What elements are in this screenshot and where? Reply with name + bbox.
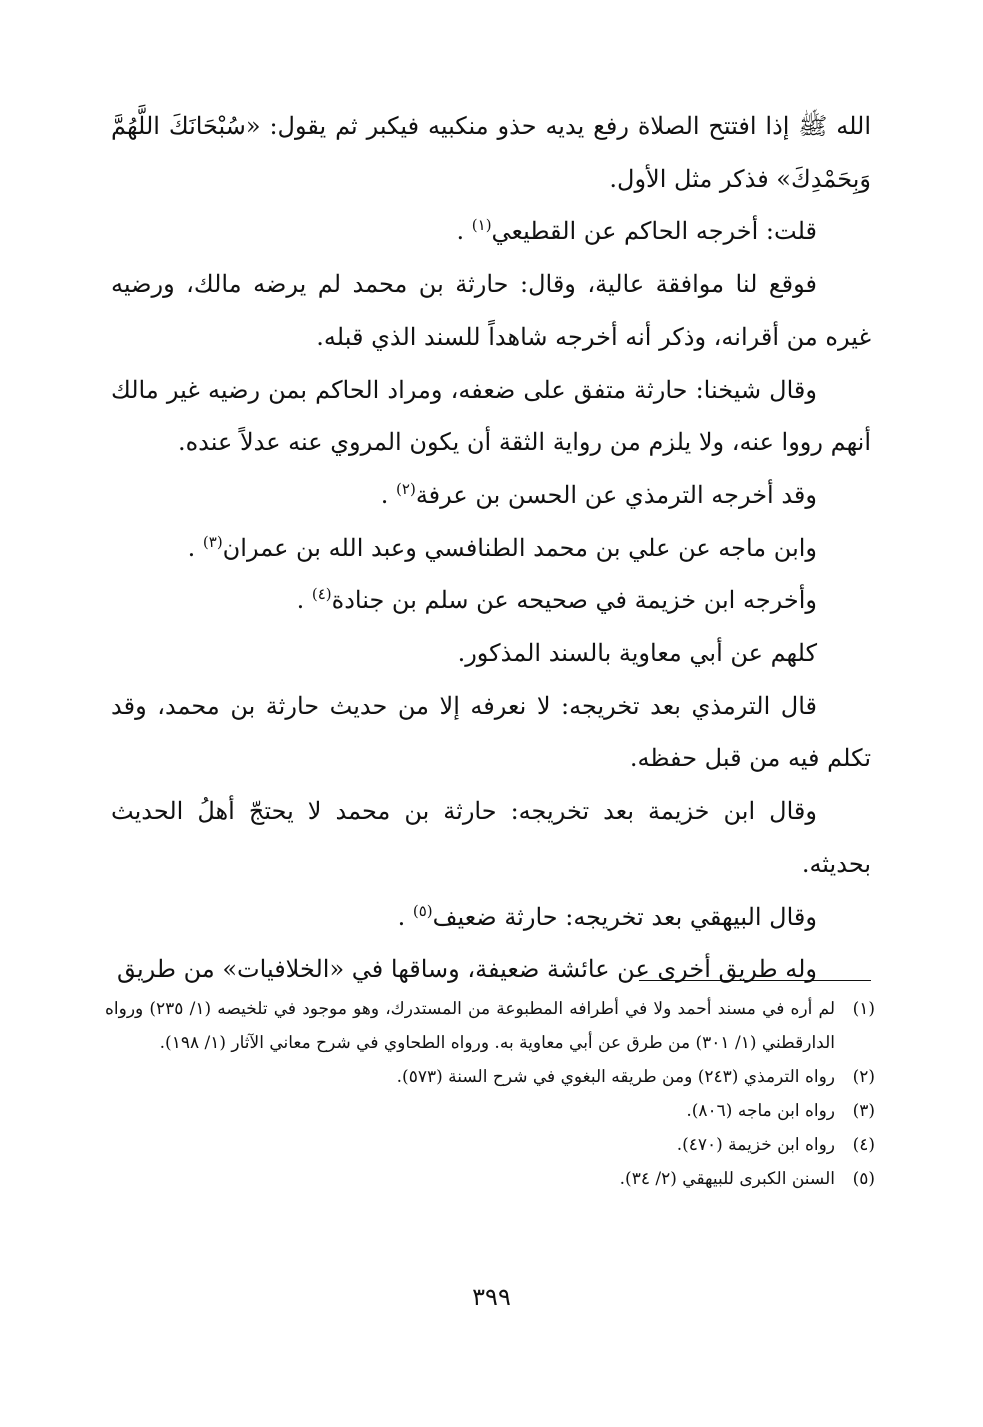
footnote-text: رواه ابن ماجه (٨٠٦). <box>686 1101 835 1121</box>
paragraph-hakim-source <box>111 205 871 258</box>
paragraph-hadith-continuation <box>111 100 871 205</box>
paragraph-ibn-khuzaymah-source <box>111 574 871 627</box>
paragraph-text: وأخرجه ابن خزيمة في صحيحه عن سلم بن جنادة <box>331 586 817 615</box>
footnote-ref-1[interactable]: (١) <box>471 216 492 235</box>
paragraph-shaykh-opinion <box>111 364 871 469</box>
paragraph-text: قلت: أخرجه الحاكم عن القطيعي <box>491 217 817 246</box>
footnotes-section <box>105 992 875 1196</box>
footnote-ref-2[interactable]: (٢) <box>396 479 416 498</box>
paragraph-end: . <box>456 217 465 246</box>
footnote-ref-5[interactable]: (٥) <box>412 901 433 920</box>
footnote-item-4 <box>105 1128 875 1162</box>
paragraph-text: وقال البيهقي بعد تخريجه: حارثة ضعيف <box>432 902 817 931</box>
paragraph-end: . <box>296 586 305 615</box>
footnote-number: (١) <box>852 999 875 1019</box>
paragraph-end: . <box>380 480 389 509</box>
paragraph-text: وقد أخرجه الترمذي عن الحسن بن عرفة <box>415 480 817 509</box>
footnote-item-2 <box>105 1060 875 1094</box>
footnote-number: (٤) <box>852 1135 875 1155</box>
footnote-text: لم أره في مسند أحمد ولا في أطرافه المطبوعة من المستدرك، وهو موجود في تلخيصه (١/ ٢٣٥) ورواه الدارقطني (١/ ٣٠١) من طرق عن أبي معاوية به. ورواه الطحاوي في شرح معاني الآثار (١/ ١٩٨). <box>105 999 836 1053</box>
paragraph-text: فوقع لنا موافقة عالية، وقال: حارثة بن محمد لم يرضه مالك، ورضيه غيره من أقرانه، وذكر أنه أخرجه شاهداً للسند الذي قبله. <box>111 270 871 351</box>
paragraph-text: الله ﷺ إذا افتتح الصلاة رفع يديه حذو منكبيه فيكبر ثم يقول: «سُبْحَانَكَ اللَّهُمَّ وَبِحَمْدِكَ» فذكر مثل الأول. <box>111 112 871 193</box>
footnote-text: رواه الترمذي (٢٤٣) ومن طريقه البغوي في شرح السنة (٥٧٣). <box>396 1067 835 1087</box>
paragraph-high-agreement <box>111 258 871 363</box>
paragraph-end: . <box>187 533 196 562</box>
paragraph-ibn-majah-source <box>111 522 871 575</box>
paragraph-tirmidhi-comment <box>111 680 871 785</box>
footnote-divider <box>639 980 871 981</box>
paragraph-text: قال الترمذي بعد تخريجه: لا نعرفه إلا من حديث حارثة بن محمد، وقد تكلم فيه من قبل حفظه. <box>111 691 871 773</box>
paragraph-text: وله طريق أخرى عن عائشة ضعيفة، وساقها في «الخلافيات» من طريق <box>116 955 817 984</box>
footnote-text: السنن الكبرى للبيهقي (٢/ ٣٤). <box>619 1169 835 1189</box>
paragraph-tirmidhi-source <box>111 469 871 522</box>
footnote-item-3 <box>105 1094 875 1128</box>
page-number: ٣٩٩ <box>472 1283 511 1311</box>
paragraph-text: وقال ابن خزيمة بعد تخريجه: حارثة بن محمد لا يحتجّ أهلُ الحديث بحديثه. <box>111 797 871 878</box>
paragraph-text: كلهم عن أبي معاوية بالسند المذكور. <box>457 639 817 668</box>
footnote-item-1 <box>105 992 875 1060</box>
footnote-item-5 <box>105 1162 875 1196</box>
paragraph-text: وقال شيخنا: حارثة متفق على ضعفه، ومراد الحاكم بمن رضيه غير مالك أنهم رووا عنه، ولا يلزم من رواية الثقة أن يكون المروي عنه عدلاً عنده. <box>111 375 871 457</box>
footnote-text: رواه ابن خزيمة (٤٧٠). <box>676 1135 835 1155</box>
main-text <box>111 100 871 996</box>
paragraph-end: . <box>397 902 406 931</box>
paragraph-ibn-khuzaymah-comment <box>111 785 871 890</box>
paragraph-another-route <box>111 943 871 996</box>
paragraph-bayhaqi-comment <box>111 891 871 944</box>
footnote-ref-3[interactable]: (٣) <box>202 532 223 551</box>
footnote-number: (٥) <box>852 1169 875 1189</box>
paragraph-all-from-abu-muawiyah <box>111 627 871 680</box>
footnote-number: (٣) <box>852 1101 875 1121</box>
footnote-ref-4[interactable]: (٤) <box>311 585 332 604</box>
footnote-number: (٢) <box>852 1067 875 1087</box>
paragraph-text: وابن ماجه عن علي بن محمد الطنافسي وعبد الله بن عمران <box>222 533 817 562</box>
